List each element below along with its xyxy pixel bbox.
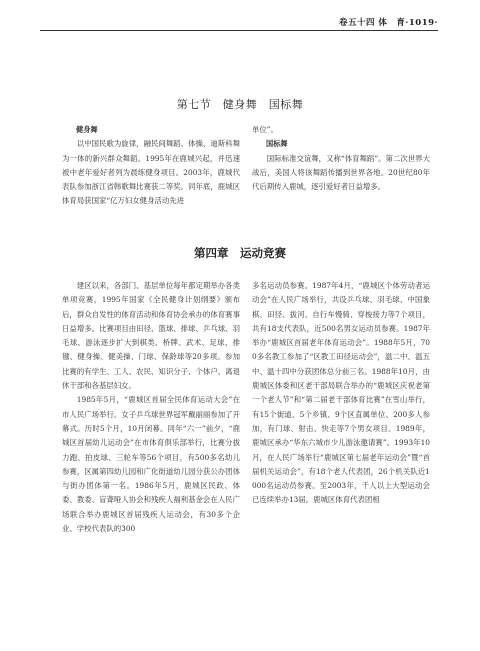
paragraph-continuation: 单位”。	[252, 125, 278, 134]
running-header	[40, 16, 438, 32]
header-rule	[40, 30, 438, 31]
chapter-paragraph-1: 建区以来，各部门、基层单位每年都定期举办各类单项竞赛，1995年国家《全民健身计划纲要》颁布后，群众自发性的体育活动和体育协会承办的体育赛事日益增多。比赛项目由田径、篮球、排球、乒乓球、羽毛球、游泳逐步扩大到棋类、桥牌、武术、足球、排毽、健身操、健美操、门球、保龄球等20多项。参加比赛的有学生、工人、农民、知识分子、个体户、离退休干部和各基层妇女。	[62, 281, 240, 391]
paragraph-fitness-dance: 以中国民歌为旋律，融民间舞蹈、体操、迪斯科舞为一体的新兴群众舞蹈。1995年在鹿城兴起，并迅速被中老年爱好者列为晨练健身项目。2003年，鹿城代表队参加浙江省韩歌舞比赛获二等奖。同年底，鹿城区体育局获国家“亿万妇女健身活动先进	[62, 139, 240, 206]
chapter-right-column	[252, 279, 430, 508]
chapter-paragraph-2: 1985年5月，“鹿城区首届全民体育运动大会”在市人民广场举行。女子乒乓球世界冠军戴丽丽参加了开幕式。历时5个月，10月闭幕。同年“六一”前夕，“鹿城区首届幼儿运动会”在市体育俱乐部举行，比赛分拔力跑、拍皮球、三轮车等56个项目，有500多名幼儿参赛，区属第四幼儿园和广化街道幼儿园分获公办团体与街办团体第一名。1986年5月，鹿城区民政、体委、教委、盲聋哑人协会和残疾人福利基金会在人民广场联合举办鹿城区首届残疾人运动会，有30多个企业、学校代表队的300	[62, 395, 240, 534]
chapter-title: 第四章 运动竞赛	[194, 246, 286, 260]
page-label: 卷五十四 体 育·1019·	[338, 18, 438, 28]
paragraph-ballroom-dance: 国际标准交谊舞，又称“体育舞蹈”。第二次世界大战后，美国人将该舞蹈传播到世界各地。20世纪80年代后期传入鹿城，逐引爱好者日益增多。	[252, 153, 430, 192]
subheading-ballroom-dance: 国标舞	[266, 139, 288, 149]
chapter-left-column	[62, 279, 240, 536]
subheading-fitness-dance: 健身舞	[76, 125, 98, 134]
section-left-column	[62, 123, 240, 209]
section-title: 第七节 健身舞 国标舞	[176, 98, 304, 111]
section-right-column	[252, 123, 430, 194]
chapter-paragraph-3: 多名运动员参赛。1987年4月，“鹿城区个体劳动者运动会”在人民广场举行，共设乒乓球、羽毛球、中国象棋、田径、拔河、自行车慢骑、穿梭接力等7个项目，共有18支代表队，近500名男女运动员参赛。1987年举办“鹿城区首届老年体育运动会”。1988年5月，700多名教工参加了“区教工田径运动会”，温二中、温五中、温十四中分获团体总分前三名。1988年10月，由鹿城区体委和区老干部局联合举办的“鹿城区庆祝老第一个老人节”和“第二届老干部体育比赛”在雪山举行，有15个街道、5个乡镇、9个区直属单位、200多人参加，有门球、射击、快走等7个男女项目。1989年，鹿城区承办“华东六城市少儿游泳邀请赛”。1993年10月，在人民广场举行“鹿城区第七届老年运动会”暨“首届机关运动会”，有18个老人代表团，26个机关队近1000名运动员参赛。至2003年，千人以上大型运动会已连续举办13届。鹿城区体育代表团相	[252, 281, 430, 505]
